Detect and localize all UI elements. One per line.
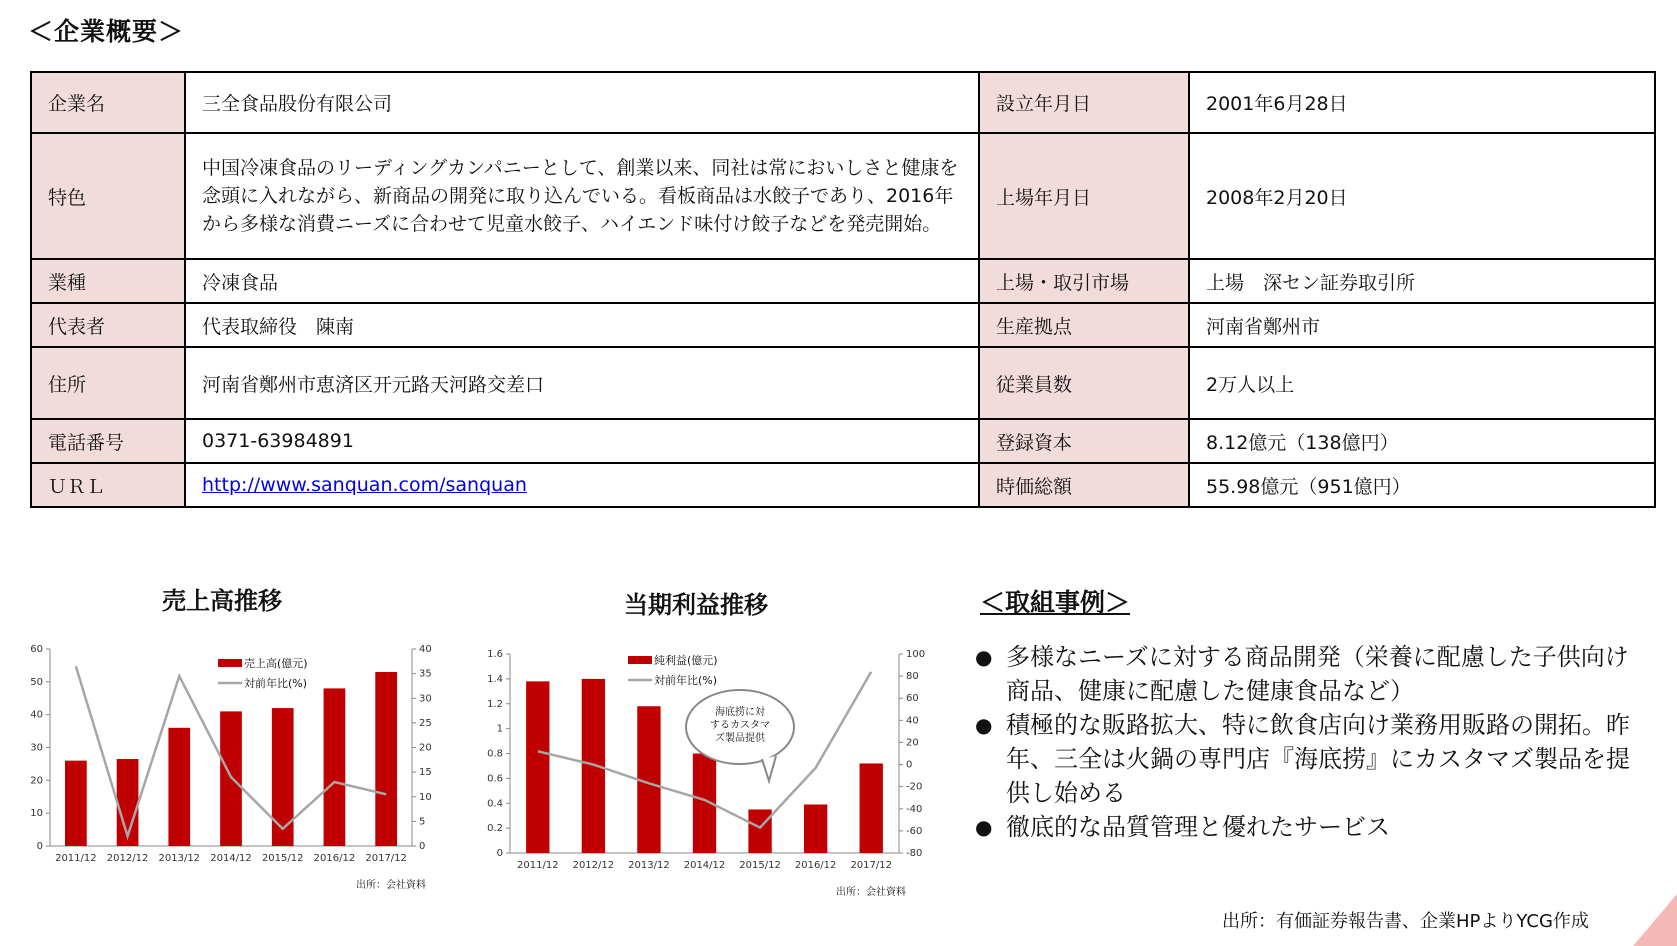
y2-tick-label: 20 bbox=[419, 742, 432, 754]
value-established: 2001年6月28日 bbox=[1189, 72, 1655, 133]
label-url: ＵＲＬ bbox=[31, 463, 185, 507]
legend-label: 対前年比(%) bbox=[244, 677, 308, 690]
sales-chart bbox=[20, 640, 450, 890]
bar bbox=[582, 679, 605, 853]
label-market: 上場・取引市場 bbox=[979, 259, 1189, 303]
label-established: 設立年月日 bbox=[979, 72, 1189, 133]
case-text: 多様なニーズに対する商品開発（栄養に配慮した子供向け商品、健康に配慮した健康食品など） bbox=[1006, 643, 1629, 705]
list-item bbox=[975, 640, 1635, 708]
label-capital: 登録資本 bbox=[979, 419, 1189, 463]
case-text: 徹底的な品質管理と優れたサービス bbox=[1006, 813, 1390, 841]
bar bbox=[168, 728, 190, 846]
label-production-base: 生産拠点 bbox=[979, 303, 1189, 347]
bullet-icon: ● bbox=[975, 713, 993, 737]
legend-label: 対前年比(%) bbox=[654, 674, 718, 687]
value-listed-date: 2008年2月20日 bbox=[1189, 133, 1655, 259]
y2-tick-label: 60 bbox=[906, 693, 919, 705]
y-tick-label: 0 bbox=[36, 841, 43, 852]
x-tick-label: 2015/12 bbox=[261, 853, 304, 864]
y-tick-label: 1.2 bbox=[487, 698, 503, 710]
y2-tick-label: 15 bbox=[419, 767, 432, 779]
bar bbox=[375, 672, 397, 846]
value-employees: 2万人以上 bbox=[1189, 347, 1655, 419]
annotation-text: するカスタマ bbox=[710, 720, 770, 731]
bar bbox=[804, 804, 827, 853]
label-market-cap: 時価総額 bbox=[979, 463, 1189, 507]
case-text: 積極的な販路拡大、特に飲食店向け業務用販路の開拓。昨年、三全は火鍋の専門店『海底捞』にカスタマズ製品を提供し始める bbox=[1006, 711, 1630, 807]
x-tick-label: 2014/12 bbox=[210, 853, 252, 864]
y-tick-label: 0.8 bbox=[487, 748, 503, 760]
page-title: ＜企業概要＞ bbox=[28, 17, 185, 46]
value-market: 上場 深セン証券取引所 bbox=[1189, 259, 1655, 303]
sales-chart-title: 売上高推移 bbox=[162, 587, 282, 615]
list-item bbox=[975, 708, 1635, 810]
value-company-name: 三全食品股份有限公司 bbox=[185, 72, 979, 133]
y-tick-label: 1.6 bbox=[487, 649, 503, 660]
label-employees: 従業員数 bbox=[979, 347, 1189, 419]
y2-tick-label: 0 bbox=[419, 841, 426, 852]
value-market-cap: 55.98億元（951億円） bbox=[1189, 463, 1655, 507]
bar bbox=[324, 688, 346, 846]
label-representative: 代表者 bbox=[31, 303, 185, 347]
y2-tick-label: 100 bbox=[906, 649, 926, 660]
legend-label: 売上高(億元) bbox=[244, 657, 308, 670]
table-row bbox=[31, 303, 1655, 347]
legend-label: 純利益(億元) bbox=[654, 654, 718, 667]
y-tick-label: 1 bbox=[496, 723, 503, 735]
bar bbox=[65, 761, 87, 846]
annotation-text: ズ製品提供 bbox=[715, 733, 765, 744]
label-industry: 業種 bbox=[31, 259, 185, 303]
x-tick-label: 2012/12 bbox=[106, 853, 149, 864]
corner-decoration bbox=[1633, 894, 1677, 946]
table-row bbox=[31, 259, 1655, 303]
x-tick-label: 2012/12 bbox=[572, 860, 615, 871]
y2-tick-label: 30 bbox=[419, 693, 432, 705]
table-row bbox=[31, 133, 1655, 259]
y2-tick-label: 0 bbox=[906, 759, 913, 771]
y-tick-label: 1.4 bbox=[487, 673, 503, 685]
y2-tick-label: 10 bbox=[419, 791, 432, 803]
y-tick-label: 10 bbox=[30, 808, 43, 820]
label-features: 特色 bbox=[31, 133, 185, 259]
cases-title: ＜取組事例＞ bbox=[980, 588, 1131, 617]
value-phone: 0371-63984891 bbox=[185, 419, 979, 463]
table-row bbox=[31, 72, 1655, 133]
label-phone: 電話番号 bbox=[31, 419, 185, 463]
y-tick-label: 30 bbox=[30, 742, 43, 754]
y-tick-label: 0 bbox=[496, 848, 503, 859]
y-tick-label: 20 bbox=[30, 775, 43, 787]
x-tick-label: 2014/12 bbox=[683, 860, 726, 871]
bar bbox=[272, 708, 294, 846]
source-note: 出所：有価証券報告書、企業HPよりYCG作成 bbox=[1222, 911, 1589, 932]
label-address: 住所 bbox=[31, 347, 185, 419]
x-tick-label: 2013/12 bbox=[158, 853, 201, 864]
legend-swatch-bar bbox=[628, 656, 652, 664]
company-overview-table bbox=[30, 71, 1656, 508]
x-tick-label: 2013/12 bbox=[628, 860, 670, 871]
y2-tick-label: 20 bbox=[906, 737, 919, 749]
x-tick-label: 2016/12 bbox=[313, 853, 356, 864]
bar bbox=[748, 809, 771, 853]
bullet-icon: ● bbox=[975, 815, 993, 839]
annotation-text: 海底捞に対 bbox=[715, 707, 765, 718]
y2-tick-label: -20 bbox=[906, 781, 923, 793]
callout-pointer bbox=[762, 756, 776, 781]
y-tick-label: 60 bbox=[30, 644, 43, 655]
chart-source: 出所：会社資料 bbox=[356, 880, 426, 891]
table-row bbox=[31, 419, 1655, 463]
table-row bbox=[31, 463, 1655, 507]
label-listed-date: 上場年月日 bbox=[979, 133, 1189, 259]
y-tick-label: 50 bbox=[30, 676, 43, 688]
x-tick-label: 2015/12 bbox=[739, 860, 781, 871]
value-industry: 冷凍食品 bbox=[185, 259, 979, 303]
value-address: 河南省鄭州市恵済区开元路天河路交差口 bbox=[185, 347, 979, 419]
y2-tick-label: 40 bbox=[906, 715, 919, 727]
y2-tick-label: -60 bbox=[906, 825, 923, 837]
company-url-link[interactable]: http://www.sanquan.com/sanquan bbox=[202, 474, 527, 496]
value-features: 中国冷凍食品のリーディングカンパニーとして、創業以来、同社は常においしさと健康を念頭に入れながら、新商品の開発に取り込んでいる。看板商品は水餃子であり、2016年から多様な消費ニーズに合わせて児童水餃子、ハイエンド味付け餃子などを発売開始。 bbox=[185, 133, 979, 259]
bullet-icon: ● bbox=[975, 645, 993, 669]
bar bbox=[860, 763, 883, 853]
profit-chart-title: 当期利益推移 bbox=[624, 591, 768, 619]
y2-tick-label: 35 bbox=[419, 668, 432, 680]
legend-swatch-bar bbox=[218, 659, 242, 667]
value-representative: 代表取締役 陳南 bbox=[185, 303, 979, 347]
y-tick-label: 0.2 bbox=[487, 823, 503, 835]
bar bbox=[526, 681, 549, 853]
x-tick-label: 2016/12 bbox=[794, 860, 837, 871]
chart-source: 出所：会社資料 bbox=[836, 887, 906, 898]
x-tick-label: 2017/12 bbox=[365, 853, 407, 864]
x-tick-label: 2017/12 bbox=[850, 860, 892, 871]
y2-tick-label: -40 bbox=[906, 803, 923, 815]
list-item bbox=[975, 810, 1635, 844]
y2-tick-label: 25 bbox=[419, 717, 432, 729]
profit-chart bbox=[480, 642, 926, 898]
y-tick-label: 0.4 bbox=[487, 798, 503, 810]
y2-tick-label: 5 bbox=[419, 816, 426, 828]
x-tick-label: 2011/12 bbox=[517, 860, 559, 871]
label-company-name: 企業名 bbox=[31, 72, 185, 133]
table-row bbox=[31, 347, 1655, 419]
y-tick-label: 0.6 bbox=[487, 773, 503, 785]
y2-tick-label: -80 bbox=[906, 848, 923, 859]
value-capital: 8.12億元（138億円） bbox=[1189, 419, 1655, 463]
x-tick-label: 2011/12 bbox=[55, 853, 97, 864]
y2-tick-label: 40 bbox=[419, 644, 432, 655]
value-url-cell bbox=[185, 463, 979, 507]
y-tick-label: 40 bbox=[30, 709, 43, 721]
cases-list bbox=[975, 640, 1635, 844]
value-production-base: 河南省鄭州市 bbox=[1189, 303, 1655, 347]
y2-tick-label: 80 bbox=[906, 671, 919, 683]
